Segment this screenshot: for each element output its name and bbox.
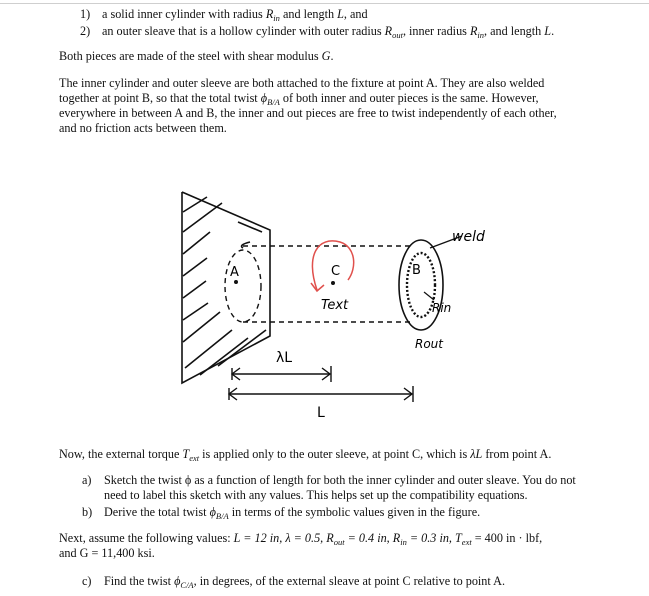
symbol-l: L bbox=[337, 7, 344, 21]
point-a-label: A bbox=[230, 265, 239, 280]
paragraph-text: Next, assume the following values: bbox=[59, 531, 234, 545]
list-text: . bbox=[551, 24, 555, 38]
subscript-ext: ext bbox=[189, 453, 200, 463]
lambda-l-dimension bbox=[232, 366, 331, 382]
question-label: b) bbox=[82, 505, 93, 519]
list-text: an outer sleave that is a hollow cylinder with outer radius bbox=[102, 24, 385, 38]
lambda-l-label: λL bbox=[276, 350, 293, 366]
paragraph-text: is applied only to the outer sleeve, at point C, which is bbox=[199, 447, 471, 461]
symbol-r: R bbox=[469, 24, 478, 38]
question-label: c) bbox=[82, 574, 92, 588]
paragraph-text: together at point B, so that the total twist bbox=[59, 91, 261, 105]
weld-label: weld bbox=[452, 229, 485, 245]
symbol-g: G bbox=[321, 49, 331, 63]
values-text: = 0.4 in, R bbox=[344, 531, 401, 545]
point-a-dot bbox=[234, 280, 238, 284]
question-label: a) bbox=[82, 473, 92, 487]
point-c-label: C bbox=[331, 264, 341, 279]
paragraph-line: and G = 11,400 ksi. bbox=[59, 546, 155, 560]
outer-sleeve bbox=[242, 240, 443, 330]
paragraph-line: and no friction acts between them. bbox=[59, 121, 227, 135]
question-text: Derive the total twist bbox=[104, 505, 210, 519]
values-text: L = 12 in, λ = 0.5, R bbox=[233, 531, 334, 545]
question-text: , in degrees, of the external sleave at point C relative to point A. bbox=[193, 574, 506, 588]
length-l-dimension bbox=[229, 386, 413, 402]
rin-label: Rin bbox=[432, 301, 452, 315]
question-text: in terms of the symbolic values given in the figure. bbox=[228, 505, 481, 519]
question-b bbox=[82, 505, 480, 520]
symbol-phi: ϕ bbox=[260, 91, 268, 105]
paragraph-line: everywhere in between A and B, the inner and out pieces are free to twist independently of each other, bbox=[59, 106, 557, 120]
symbol-r: R bbox=[384, 24, 393, 38]
torque-label: Text bbox=[321, 298, 349, 313]
subscript-in: in bbox=[273, 13, 280, 23]
symbol-r: R bbox=[265, 7, 274, 21]
question-text: need to label this sketch with any values. This helps set up the compatibility equations. bbox=[104, 488, 528, 502]
paragraph-text: Now, the external torque bbox=[59, 447, 183, 461]
paragraph-line bbox=[59, 531, 542, 546]
values-text: = 0.3 in, T bbox=[406, 531, 462, 545]
values-paragraph bbox=[59, 531, 542, 561]
list-text: and length bbox=[279, 7, 338, 21]
symbol-l: L bbox=[544, 24, 552, 38]
paragraph-line: The inner cylinder and outer sleeve are both attached to the fixture at point A. They are also welded bbox=[59, 76, 545, 90]
symbol-phi: ϕ bbox=[174, 574, 181, 588]
torque-paragraph bbox=[59, 447, 551, 462]
list-text: a solid inner cylinder with radius bbox=[102, 7, 266, 21]
paragraph-text: Both pieces are made of the steel with shear modulus bbox=[59, 49, 322, 63]
symbol-phi: ϕ bbox=[209, 505, 216, 519]
subscript-out: out bbox=[392, 30, 403, 40]
subscript-ca: C/A bbox=[180, 580, 194, 590]
point-b-label: B bbox=[412, 263, 421, 278]
question-c bbox=[82, 574, 505, 589]
symbol-lambda-l: λL bbox=[470, 447, 483, 461]
subscript-in: in bbox=[477, 30, 485, 40]
paragraph-text: of both inner and outer pieces is the same. However, bbox=[279, 91, 539, 105]
rout-label: Rout bbox=[415, 337, 443, 351]
subscript-ext: ext bbox=[461, 537, 472, 547]
rin-leader-line bbox=[424, 292, 434, 300]
list-number: 1) bbox=[80, 7, 91, 21]
subscript-in: in bbox=[400, 537, 407, 547]
symbol-t: T bbox=[182, 447, 190, 461]
inner-cylinder bbox=[225, 246, 413, 322]
paragraph-text: from point A. bbox=[482, 447, 552, 461]
list-number: 2) bbox=[80, 24, 91, 38]
question-text: Find the twist bbox=[104, 574, 175, 588]
values-text: = 400 in · lbf, bbox=[471, 531, 543, 545]
list-text: , inner radius bbox=[402, 24, 470, 38]
list-text: , and bbox=[343, 7, 368, 21]
question-a bbox=[82, 473, 576, 503]
subscript-out: out bbox=[333, 537, 345, 547]
subscript-ba: B/A bbox=[267, 97, 280, 107]
point-c-dot bbox=[331, 281, 335, 285]
length-l-label: L bbox=[317, 405, 325, 421]
fixture-wall bbox=[182, 192, 270, 383]
paragraph-text: . bbox=[330, 49, 334, 63]
question-text: Sketch the twist ϕ as a function of length for both the inner cylinder and outer sleave. You do not bbox=[104, 473, 576, 487]
subscript-ba: B/A bbox=[215, 511, 229, 521]
list-text: , and length bbox=[484, 24, 545, 38]
